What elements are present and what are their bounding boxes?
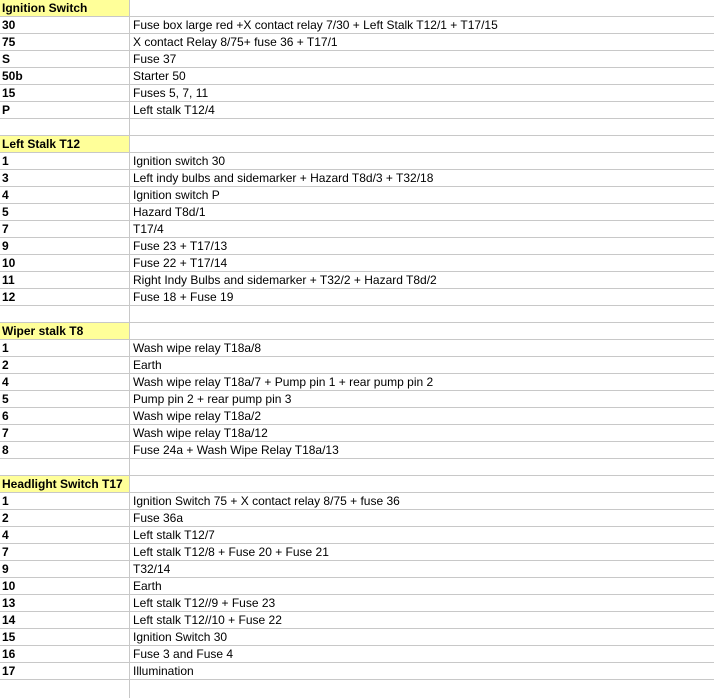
pin-cell[interactable]: 7: [0, 425, 130, 441]
description-cell[interactable]: Left stalk T12//10 + Fuse 22: [133, 613, 282, 627]
pin-cell[interactable]: 4: [0, 187, 130, 203]
pin-cell[interactable]: 8: [0, 442, 130, 458]
table-row: [0, 221, 714, 238]
blank-row: [0, 459, 714, 476]
description-cell[interactable]: Fuses 5, 7, 11: [133, 86, 209, 100]
pin-cell[interactable]: 30: [0, 17, 130, 33]
description-cell[interactable]: Ignition Switch 75 + X contact relay 8/75 + fuse 36: [133, 494, 400, 508]
table-row: [0, 629, 714, 646]
empty-cell[interactable]: [0, 306, 130, 322]
pin-cell[interactable]: 5: [0, 204, 130, 220]
empty-cell[interactable]: [130, 323, 714, 339]
pin-cell[interactable]: 1: [0, 153, 130, 169]
table-row: [0, 289, 714, 306]
description-cell[interactable]: Right Indy Bulbs and sidemarker + T32/2 + Hazard T8d/2: [133, 273, 437, 287]
description-cell[interactable]: T32/14: [133, 562, 171, 576]
table-row: [0, 153, 714, 170]
pin-cell[interactable]: 9: [0, 561, 130, 577]
table-row: [0, 544, 714, 561]
table-row: [0, 493, 714, 510]
pin-cell[interactable]: 10: [0, 255, 130, 271]
table-row: [0, 510, 714, 527]
section-header-row: [0, 323, 714, 340]
pin-cell[interactable]: S: [0, 51, 130, 67]
section-title-cell[interactable]: Left Stalk T12: [0, 136, 130, 152]
pin-cell[interactable]: 6: [0, 408, 130, 424]
description-cell[interactable]: Wash wipe relay T18a/2: [133, 409, 262, 423]
pin-cell[interactable]: 13: [0, 595, 130, 611]
table-row: [0, 204, 714, 221]
description-cell[interactable]: Wash wipe relay T18a/7 + Pump pin 1 + rear pump pin 2: [133, 375, 434, 389]
table-row: [0, 646, 714, 663]
description-cell[interactable]: Left stalk T12/8 + Fuse 20 + Fuse 21: [133, 545, 329, 559]
table-row: [0, 51, 714, 68]
table-row: [0, 561, 714, 578]
pin-cell[interactable]: 2: [0, 357, 130, 373]
pin-cell[interactable]: 14: [0, 612, 130, 628]
description-cell[interactable]: Starter 50: [133, 69, 186, 83]
blank-row: [0, 119, 714, 136]
description-cell[interactable]: X contact Relay 8/75+ fuse 36 + T17/1: [133, 35, 338, 49]
pin-cell[interactable]: 4: [0, 527, 130, 543]
pin-cell[interactable]: 9: [0, 238, 130, 254]
table-row: [0, 408, 714, 425]
empty-cell[interactable]: [130, 459, 714, 475]
section-title-cell[interactable]: Headlight Switch T17: [0, 476, 130, 492]
table-row: [0, 357, 714, 374]
empty-cell[interactable]: [0, 680, 130, 698]
pin-cell[interactable]: 15: [0, 629, 130, 645]
description-cell[interactable]: Fuse 24a + Wash Wipe Relay T18a/13: [133, 443, 339, 457]
table-row: [0, 85, 714, 102]
table-row: [0, 170, 714, 187]
description-cell[interactable]: Wash wipe relay T18a/8: [133, 341, 262, 355]
pin-cell[interactable]: 50b: [0, 68, 130, 84]
empty-cell[interactable]: [130, 680, 714, 698]
table-row: [0, 34, 714, 51]
description-cell[interactable]: Left indy bulbs and sidemarker + Hazard T8d/3 + T32/18: [133, 171, 434, 185]
pin-cell[interactable]: P: [0, 102, 130, 118]
pin-cell[interactable]: 7: [0, 221, 130, 237]
table-row: [0, 663, 714, 680]
section-header-row: [0, 0, 714, 17]
pin-cell[interactable]: 15: [0, 85, 130, 101]
table-row: [0, 17, 714, 34]
description-cell[interactable]: Left stalk T12/4: [133, 103, 215, 117]
empty-cell[interactable]: [130, 136, 714, 152]
section-header-row: [0, 476, 714, 493]
empty-cell[interactable]: [130, 306, 714, 322]
description-cell[interactable]: Ignition switch P: [133, 188, 220, 202]
pin-cell[interactable]: 2: [0, 510, 130, 526]
pin-cell[interactable]: 11: [0, 272, 130, 288]
pin-cell[interactable]: 12: [0, 289, 130, 305]
table-row: [0, 238, 714, 255]
empty-cell[interactable]: [0, 119, 130, 135]
pin-cell[interactable]: 4: [0, 374, 130, 390]
table-row: [0, 255, 714, 272]
description-cell[interactable]: Fuse 37: [133, 52, 177, 66]
description-cell[interactable]: Fuse 22 + T17/14: [133, 256, 228, 270]
pin-cell[interactable]: 5: [0, 391, 130, 407]
pin-cell[interactable]: 17: [0, 663, 130, 679]
pin-cell[interactable]: 16: [0, 646, 130, 662]
table-row: [0, 527, 714, 544]
pin-cell[interactable]: 3: [0, 170, 130, 186]
table-row: [0, 442, 714, 459]
description-cell[interactable]: Earth: [133, 579, 162, 593]
pin-cell[interactable]: 75: [0, 34, 130, 50]
pin-cell[interactable]: 1: [0, 493, 130, 509]
section-title-cell[interactable]: Ignition Switch: [0, 0, 130, 16]
description-cell[interactable]: Ignition Switch 30: [133, 630, 228, 644]
table-row: [0, 340, 714, 357]
description-cell[interactable]: Hazard T8d/1: [133, 205, 206, 219]
description-cell[interactable]: Ignition switch 30: [133, 154, 226, 168]
description-cell[interactable]: Earth: [133, 358, 162, 372]
description-cell[interactable]: Wash wipe relay T18a/12: [133, 426, 268, 440]
table-row: [0, 391, 714, 408]
empty-cell[interactable]: [130, 476, 714, 492]
empty-cell[interactable]: [130, 119, 714, 135]
blank-row: [0, 680, 714, 698]
description-cell[interactable]: Fuse 36a: [133, 511, 184, 525]
description-cell[interactable]: Fuse 3 and Fuse 4: [133, 647, 234, 661]
description-cell[interactable]: Fuse 23 + T17/13: [133, 239, 228, 253]
table-row: [0, 187, 714, 204]
table-row: [0, 102, 714, 119]
table-row: [0, 578, 714, 595]
empty-cell[interactable]: [130, 0, 714, 16]
description-cell[interactable]: Fuse box large red +X contact relay 7/30 + Left Stalk T12/1 + T17/15: [133, 18, 498, 32]
table-row: [0, 374, 714, 391]
description-cell[interactable]: Fuse 18 + Fuse 19: [133, 290, 234, 304]
table-row: [0, 272, 714, 289]
section-title-cell[interactable]: Wiper stalk T8: [0, 323, 130, 339]
section-header-row: [0, 136, 714, 153]
table-row: [0, 425, 714, 442]
table-row: [0, 612, 714, 629]
description-cell[interactable]: Left stalk T12//9 + Fuse 23: [133, 596, 276, 610]
table-row: [0, 595, 714, 612]
description-cell[interactable]: Illumination: [133, 664, 194, 678]
description-cell[interactable]: Left stalk T12/7: [133, 528, 215, 542]
pin-cell[interactable]: 10: [0, 578, 130, 594]
pin-cell[interactable]: 7: [0, 544, 130, 560]
description-cell[interactable]: T17/4: [133, 222, 164, 236]
empty-cell[interactable]: [0, 459, 130, 475]
table-row: [0, 68, 714, 85]
pin-cell[interactable]: 1: [0, 340, 130, 356]
description-cell[interactable]: Pump pin 2 + rear pump pin 3: [133, 392, 292, 406]
blank-row: [0, 306, 714, 323]
